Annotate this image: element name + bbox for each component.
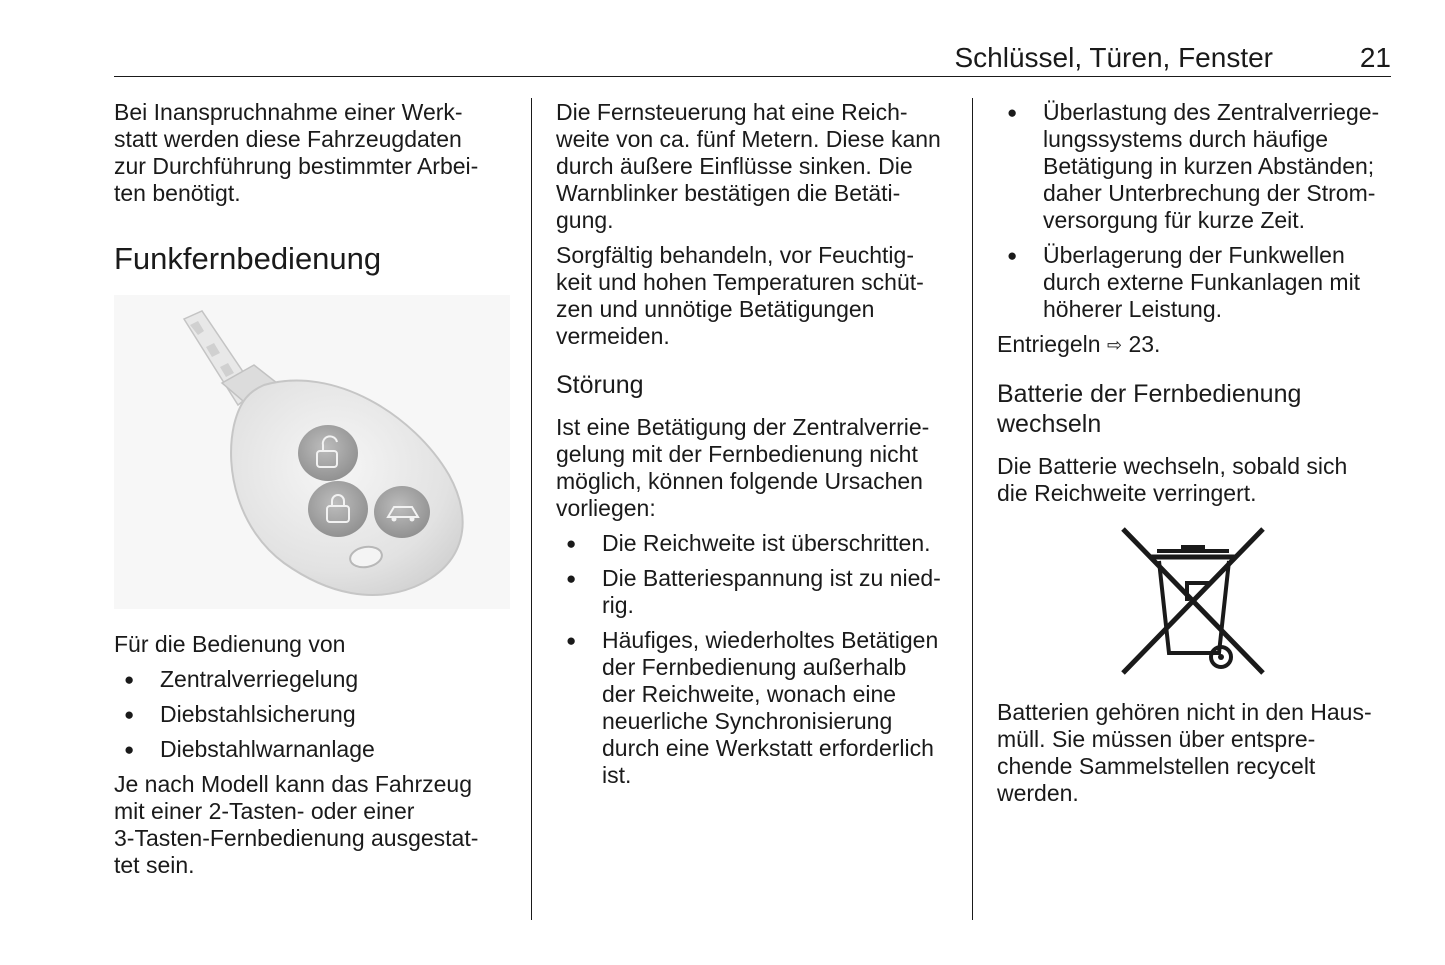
chapter-title: Schlüssel, Türen, Fenster [954, 42, 1273, 73]
subsection-heading: Störung [556, 371, 644, 399]
unlock-reference: Entriegeln ⇨ 23. [997, 331, 1161, 357]
disposal-paragraph: Batterien gehören nicht in den Haus- müll. Sie müssen über entspre- chende Sammelstellen recycelt werden. [997, 699, 1372, 806]
battery-paragraph: Die Batterie wechseln, sobald sich die Reichweite verringert. [997, 453, 1348, 506]
model-note-paragraph: Je nach Modell kann das Fahrzeug mit einer 2-Tasten- oder einer 3-Tasten-Fernbedienung ausgestat- tet sein. [114, 771, 479, 878]
list-item: ● Die Batteriespannung ist zu nied- rig. [556, 565, 956, 619]
list-item: ● Häufiges, wiederholtes Betätigen der Fernbedienung außerhalb der Reichweite, wonach eine neuerliche Synchronisierung durch eine Werkstatt erforderlich ist. [556, 627, 956, 789]
column-divider [972, 98, 973, 920]
list-item: ● Überlagerung der Funkwellen durch externe Funkanlagen mit höherer Leistung. [997, 242, 1397, 323]
remote-key-illustration [114, 295, 510, 609]
section-heading: Funkfernbedienung [114, 241, 382, 276]
list-item: ● Zentralverriegelung [114, 666, 514, 693]
usage-list [114, 666, 514, 763]
care-paragraph: Sorgfältig behandeln, vor Feuchtig- keit und hohen Temperaturen schüt- zen und unnötige Betätigungen vermeiden. [556, 242, 924, 349]
subsection-heading: Batterie der Fernbedienung wechseln [997, 380, 1302, 438]
list-item: ● Diebstahlsicherung [114, 701, 514, 728]
column-3 [997, 99, 1397, 807]
page-ref-arrow-icon: ⇨ [1106, 335, 1123, 355]
list-item: ● Überlastung des Zentralverriege- lungssystems durch häufige Betätigung in kurzen Abständen; daher Unterbrechung der Strom- versorgung für kurze Zeit. [997, 99, 1397, 234]
page-ref-link[interactable]: 23. [1128, 331, 1161, 357]
fault-intro-paragraph: Ist eine Betätigung der Zentralverrie- gelung mit der Fernbedienung nicht möglich, können folgende Ursachen vorliegen: [556, 414, 930, 521]
column-1 [114, 99, 514, 879]
causes-list-continued [997, 99, 1397, 323]
crossed-out-bin-icon [1117, 525, 1269, 681]
usage-intro: Für die Bedienung von [114, 631, 346, 657]
list-item: ● Die Reichweite ist überschritten. [556, 530, 956, 557]
column-2 [556, 99, 956, 789]
causes-list [556, 530, 956, 789]
column-divider [531, 98, 532, 920]
list-item: ● Diebstahlwarnanlage [114, 736, 514, 763]
running-header [114, 40, 1391, 77]
page-number: 21 [1359, 42, 1391, 73]
range-paragraph: Die Fernsteuerung hat eine Reich- weite von ca. fünf Metern. Diese kann durch äußere Einflüsse sinken. Die Warnblinker bestätigen die Betäti- gung. [556, 99, 941, 233]
intro-paragraph: Bei Inanspruchnahme einer Werk- statt werden diese Fahrzeugdaten zur Durchführung bestimmter Arbei- ten benötigt. [114, 99, 479, 206]
